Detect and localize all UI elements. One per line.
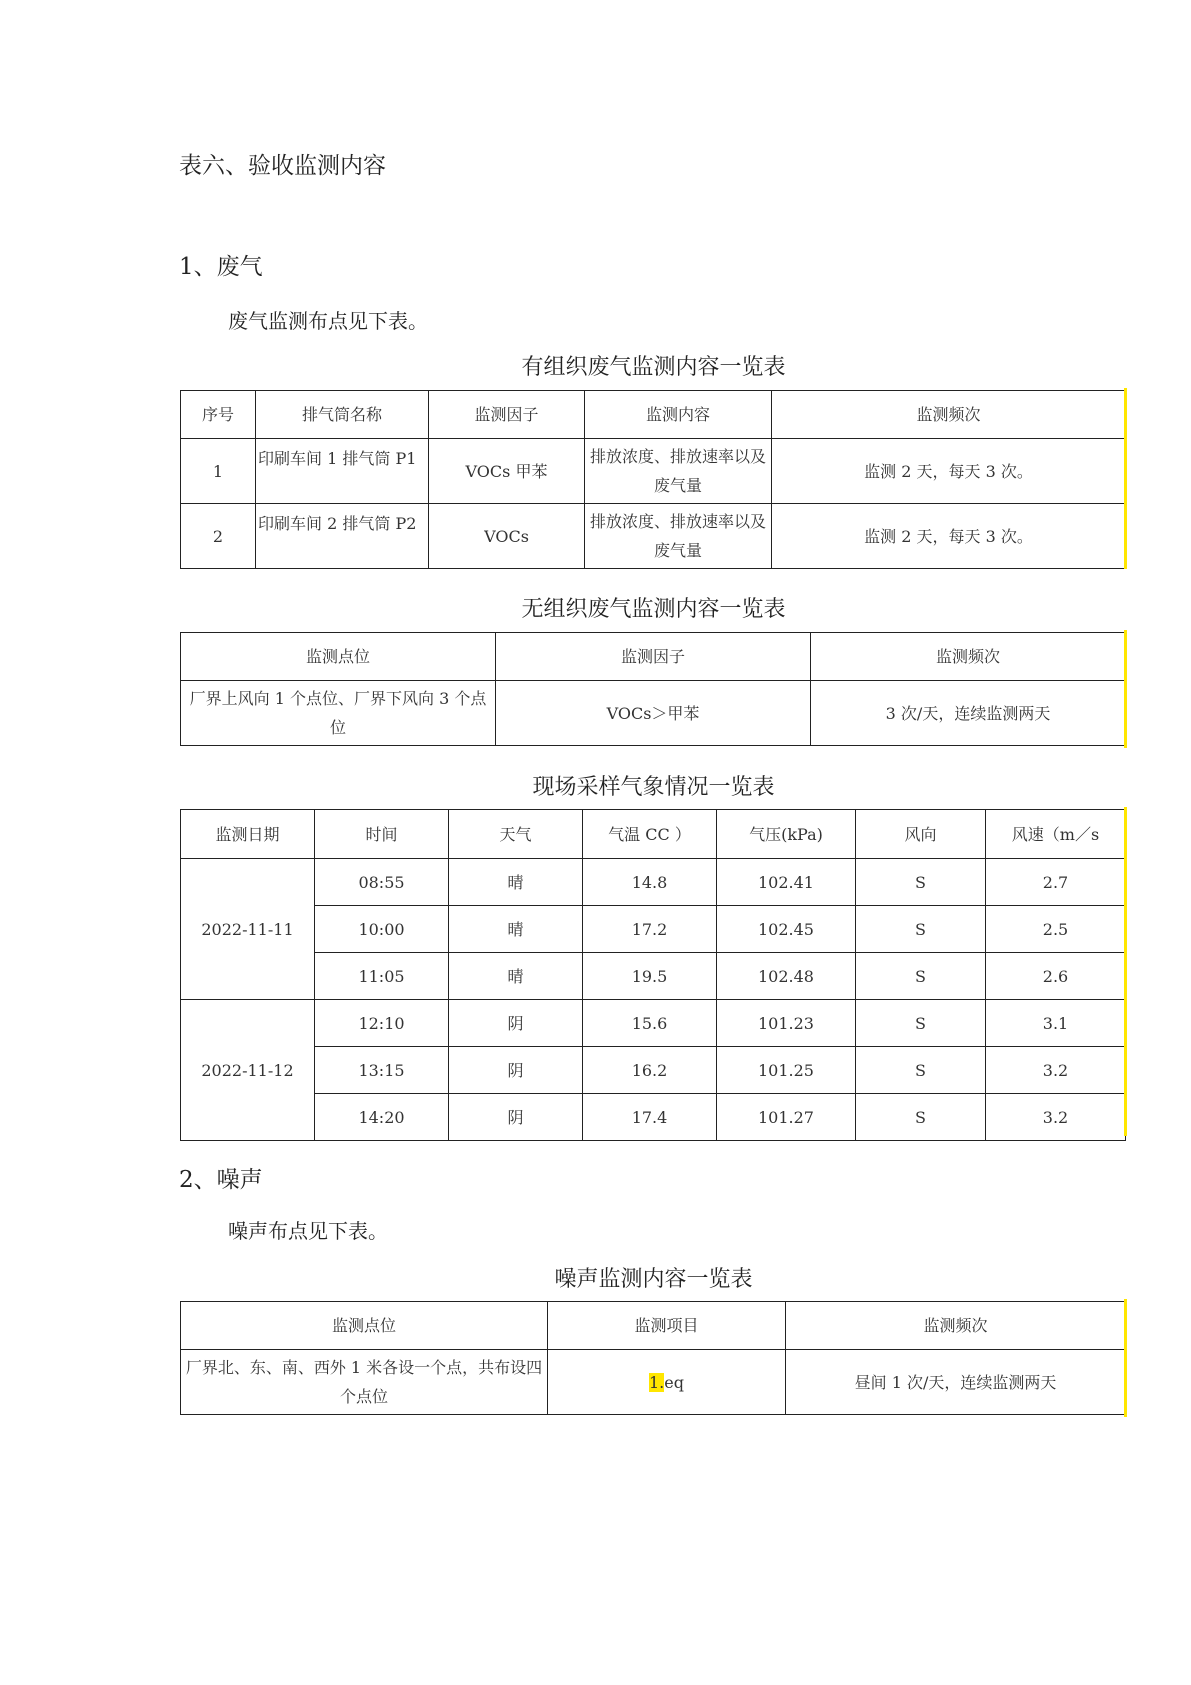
table-cell: 102.41 — [717, 859, 856, 906]
table-cell: S — [856, 1000, 986, 1047]
table-row — [181, 1094, 1126, 1141]
header-cell: 排气筒名称 — [256, 391, 429, 439]
item-suffix: eq — [664, 1372, 684, 1392]
table-cell: 2.6 — [986, 953, 1126, 1000]
table-cell: 17.4 — [583, 1094, 717, 1141]
table-cell: 厂界上风向 1 个点位、厂界下风向 3 个点位 — [181, 681, 496, 746]
table-cell: VOCs 甲苯 — [429, 439, 585, 504]
table-row — [181, 1350, 1126, 1415]
table-cell: 12:10 — [315, 1000, 449, 1047]
table-cell: S — [856, 906, 986, 953]
table-cell: 3.1 — [986, 1000, 1126, 1047]
header-cell: 监测点位 — [181, 633, 496, 681]
highlighted-text: 1. — [649, 1372, 665, 1392]
table-row — [181, 504, 1126, 569]
weather-table-caption: 现场采样气象情况一览表 — [532, 775, 775, 800]
table-cell: 厂界北、东、南、西外 1 米各设一个点，共布设四个点位 — [181, 1350, 548, 1415]
noise-heading: 2、噪声 — [179, 1167, 263, 1193]
table-cell: 3 次/天，连续监测两天 — [811, 681, 1126, 746]
header-cell: 风向 — [856, 810, 986, 859]
table-cell: 2.5 — [986, 906, 1126, 953]
table-row — [181, 1000, 1126, 1047]
table-cell: 监测 2 天，每天 3 次。 — [772, 504, 1126, 569]
header-cell: 监测频次 — [786, 1302, 1126, 1350]
unorganized-table-caption: 无组织废气监测内容一览表 — [521, 597, 786, 622]
header-cell: 监测因子 — [429, 391, 585, 439]
table-cell: 13:15 — [315, 1047, 449, 1094]
table-cell: 101.27 — [717, 1094, 856, 1141]
table-row — [181, 906, 1126, 953]
header-cell: 监测内容 — [585, 391, 772, 439]
table-cell: VOCs — [429, 504, 585, 569]
table-row — [181, 681, 1126, 746]
table-cell: S — [856, 1047, 986, 1094]
noise-table-caption: 噪声监测内容一览表 — [554, 1267, 753, 1292]
weather-table — [180, 809, 1126, 1141]
waste-gas-intro: 废气监测布点见下表。 — [228, 309, 428, 333]
table-row — [181, 439, 1126, 504]
table-header-row — [181, 633, 1126, 681]
header-cell: 序号 — [181, 391, 256, 439]
table-cell: 晴 — [449, 906, 583, 953]
section-title: 表六、验收监测内容 — [179, 153, 386, 179]
table-cell: 08:55 — [315, 859, 449, 906]
table-cell: 101.23 — [717, 1000, 856, 1047]
table-cell: 阴 — [449, 1047, 583, 1094]
table-cell: 2 — [181, 504, 256, 569]
header-cell: 气温 CC ） — [583, 810, 717, 859]
header-cell: 风速（m／s — [986, 810, 1126, 859]
table-cell: 11:05 — [315, 953, 449, 1000]
header-cell: 气压(kPa) — [717, 810, 856, 859]
table-cell: 10:00 — [315, 906, 449, 953]
table-cell: S — [856, 953, 986, 1000]
table-cell: 晴 — [449, 859, 583, 906]
table-cell: 17.2 — [583, 906, 717, 953]
noise-intro: 噪声布点见下表。 — [228, 1219, 388, 1243]
header-cell: 监测日期 — [181, 810, 315, 859]
table-cell: 监测 2 天，每天 3 次。 — [772, 439, 1126, 504]
table-cell: 102.45 — [717, 906, 856, 953]
table-header-row — [181, 391, 1126, 439]
table-cell: 102.48 — [717, 953, 856, 1000]
header-cell: 天气 — [449, 810, 583, 859]
header-cell: 监测频次 — [811, 633, 1126, 681]
table-row — [181, 1047, 1126, 1094]
table-cell: 排放浓度、排放速率以及废气量 — [585, 439, 772, 504]
table-cell: S — [856, 859, 986, 906]
header-cell: 时间 — [315, 810, 449, 859]
unorganized-gas-table — [180, 632, 1126, 746]
header-cell: 监测频次 — [772, 391, 1126, 439]
table-cell: 16.2 — [583, 1047, 717, 1094]
highlight-mark — [1124, 1299, 1127, 1417]
table-cell: 印刷车间 2 排气筒 P2 — [256, 504, 429, 569]
header-cell: 监测因子 — [496, 633, 811, 681]
table-cell: 阴 — [449, 1000, 583, 1047]
table-cell: 101.25 — [717, 1047, 856, 1094]
table-cell: S — [856, 1094, 986, 1141]
table-cell: 阴 — [449, 1094, 583, 1141]
table-cell: 排放浓度、排放速率以及废气量 — [585, 504, 772, 569]
table-cell: 3.2 — [986, 1094, 1126, 1141]
table-cell: 3.2 — [986, 1047, 1126, 1094]
table-header-row — [181, 810, 1126, 859]
table-header-row — [181, 1302, 1126, 1350]
table-cell: VOCs＞甲苯 — [496, 681, 811, 746]
organized-gas-table — [180, 390, 1126, 569]
table-cell: 2.7 — [986, 859, 1126, 906]
table-cell: 晴 — [449, 953, 583, 1000]
highlight-mark — [1124, 388, 1127, 569]
table-cell: 印刷车间 1 排气筒 P1 — [256, 439, 429, 504]
table-cell: 19.5 — [583, 953, 717, 1000]
table-cell: 14:20 — [315, 1094, 449, 1141]
table-row — [181, 953, 1126, 1000]
date-cell: 2022-11-12 — [181, 1000, 315, 1141]
waste-gas-heading: 1、废气 — [179, 254, 263, 280]
table-row — [181, 859, 1126, 906]
table-cell: 14.8 — [583, 859, 717, 906]
noise-table — [180, 1301, 1126, 1415]
table-cell: 昼间 1 次/天，连续监测两天 — [786, 1350, 1126, 1415]
table-cell: 1 — [181, 439, 256, 504]
header-cell: 监测项目 — [548, 1302, 786, 1350]
highlight-mark — [1124, 807, 1127, 1136]
highlight-mark — [1124, 630, 1127, 748]
table-cell — [548, 1350, 786, 1415]
header-cell: 监测点位 — [181, 1302, 548, 1350]
table-cell: 15.6 — [583, 1000, 717, 1047]
date-cell: 2022-11-11 — [181, 859, 315, 1000]
organized-table-caption: 有组织废气监测内容一览表 — [521, 355, 786, 380]
